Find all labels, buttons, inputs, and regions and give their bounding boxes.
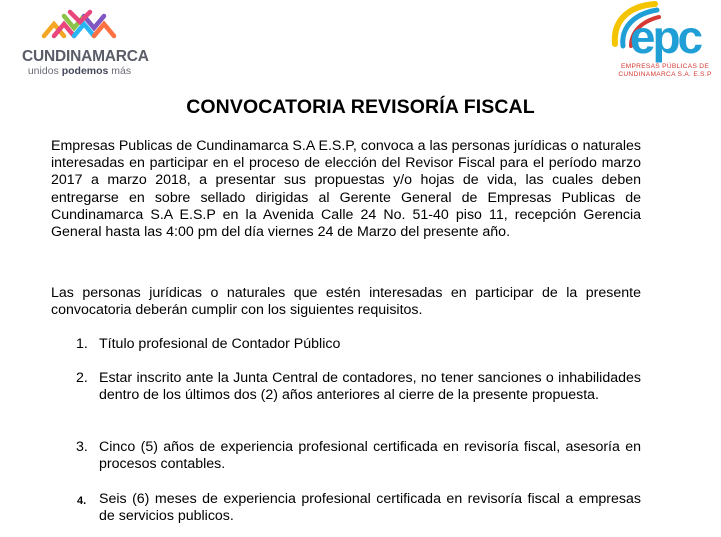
epc-subtitle-line1: EMPRESAS PÚBLICAS DE	[620, 63, 710, 70]
requirement-number: 4.	[77, 495, 87, 507]
document-title: CONVOCATORIA REVISORÍA FISCAL	[186, 96, 535, 118]
requirement-text: Seis (6) meses de experiencia profesional certificada en revisoría fiscal a empresas de servicios publicos.	[99, 491, 641, 525]
cundinamarca-logo	[22, 6, 149, 77]
epc-subtitle-line2: CUNDINAMARCA S.A. E.S.P	[618, 71, 712, 78]
requirement-text: Cinco (5) años de experiencia profesional certificada en revisoría fiscal, asesoría en procesos contables.	[99, 439, 641, 473]
cundinamarca-tagline: unidos podemos más	[27, 65, 132, 77]
cundinamarca-brand-text: CUNDINAMARCA	[22, 48, 149, 65]
epc-logo	[607, 0, 717, 84]
paragraph-requirements-intro: Las personas jurídicas o naturales que estén interesadas en participar de la presente convocatoria deberán cumplir con los siguientes requisitos.	[51, 285, 641, 319]
epc-wordmark: epc	[629, 11, 701, 63]
requirement-text: Estar inscrito ante la Junta Central de contadores, no tener sanciones o inhabilidades dentro de los últimos dos (2) años anteriores al cierre de la presente propuesta.	[99, 370, 641, 404]
cundinamarca-emblem-icon	[40, 6, 120, 46]
requirement-number: 3.	[76, 439, 88, 455]
paragraph-intro: Empresas Publicas de Cundinamarca S.A E.S.P, convoca a las personas jurídicas o naturales interesadas en participar en el proceso de elección del Revisor Fiscal para el período marzo 2017 a marzo 2018, a presentar sus propuestas y/o hojas de vida, las cuales deben entregarse en sobre sellado dirigidas al Gerente General de Empresas Publicas de Cundinamarca S.A E.S.P en la Avenida Calle 24 No. 51-40 piso 11, recepción Gerencia General hasta las 4:00 pm del día viernes 24 de Marzo del presente año.	[51, 138, 641, 241]
requirement-text: Título profesional de Contador Público	[99, 336, 341, 352]
requirement-number: 2.	[76, 370, 88, 386]
requirement-number: 1.	[76, 336, 88, 352]
